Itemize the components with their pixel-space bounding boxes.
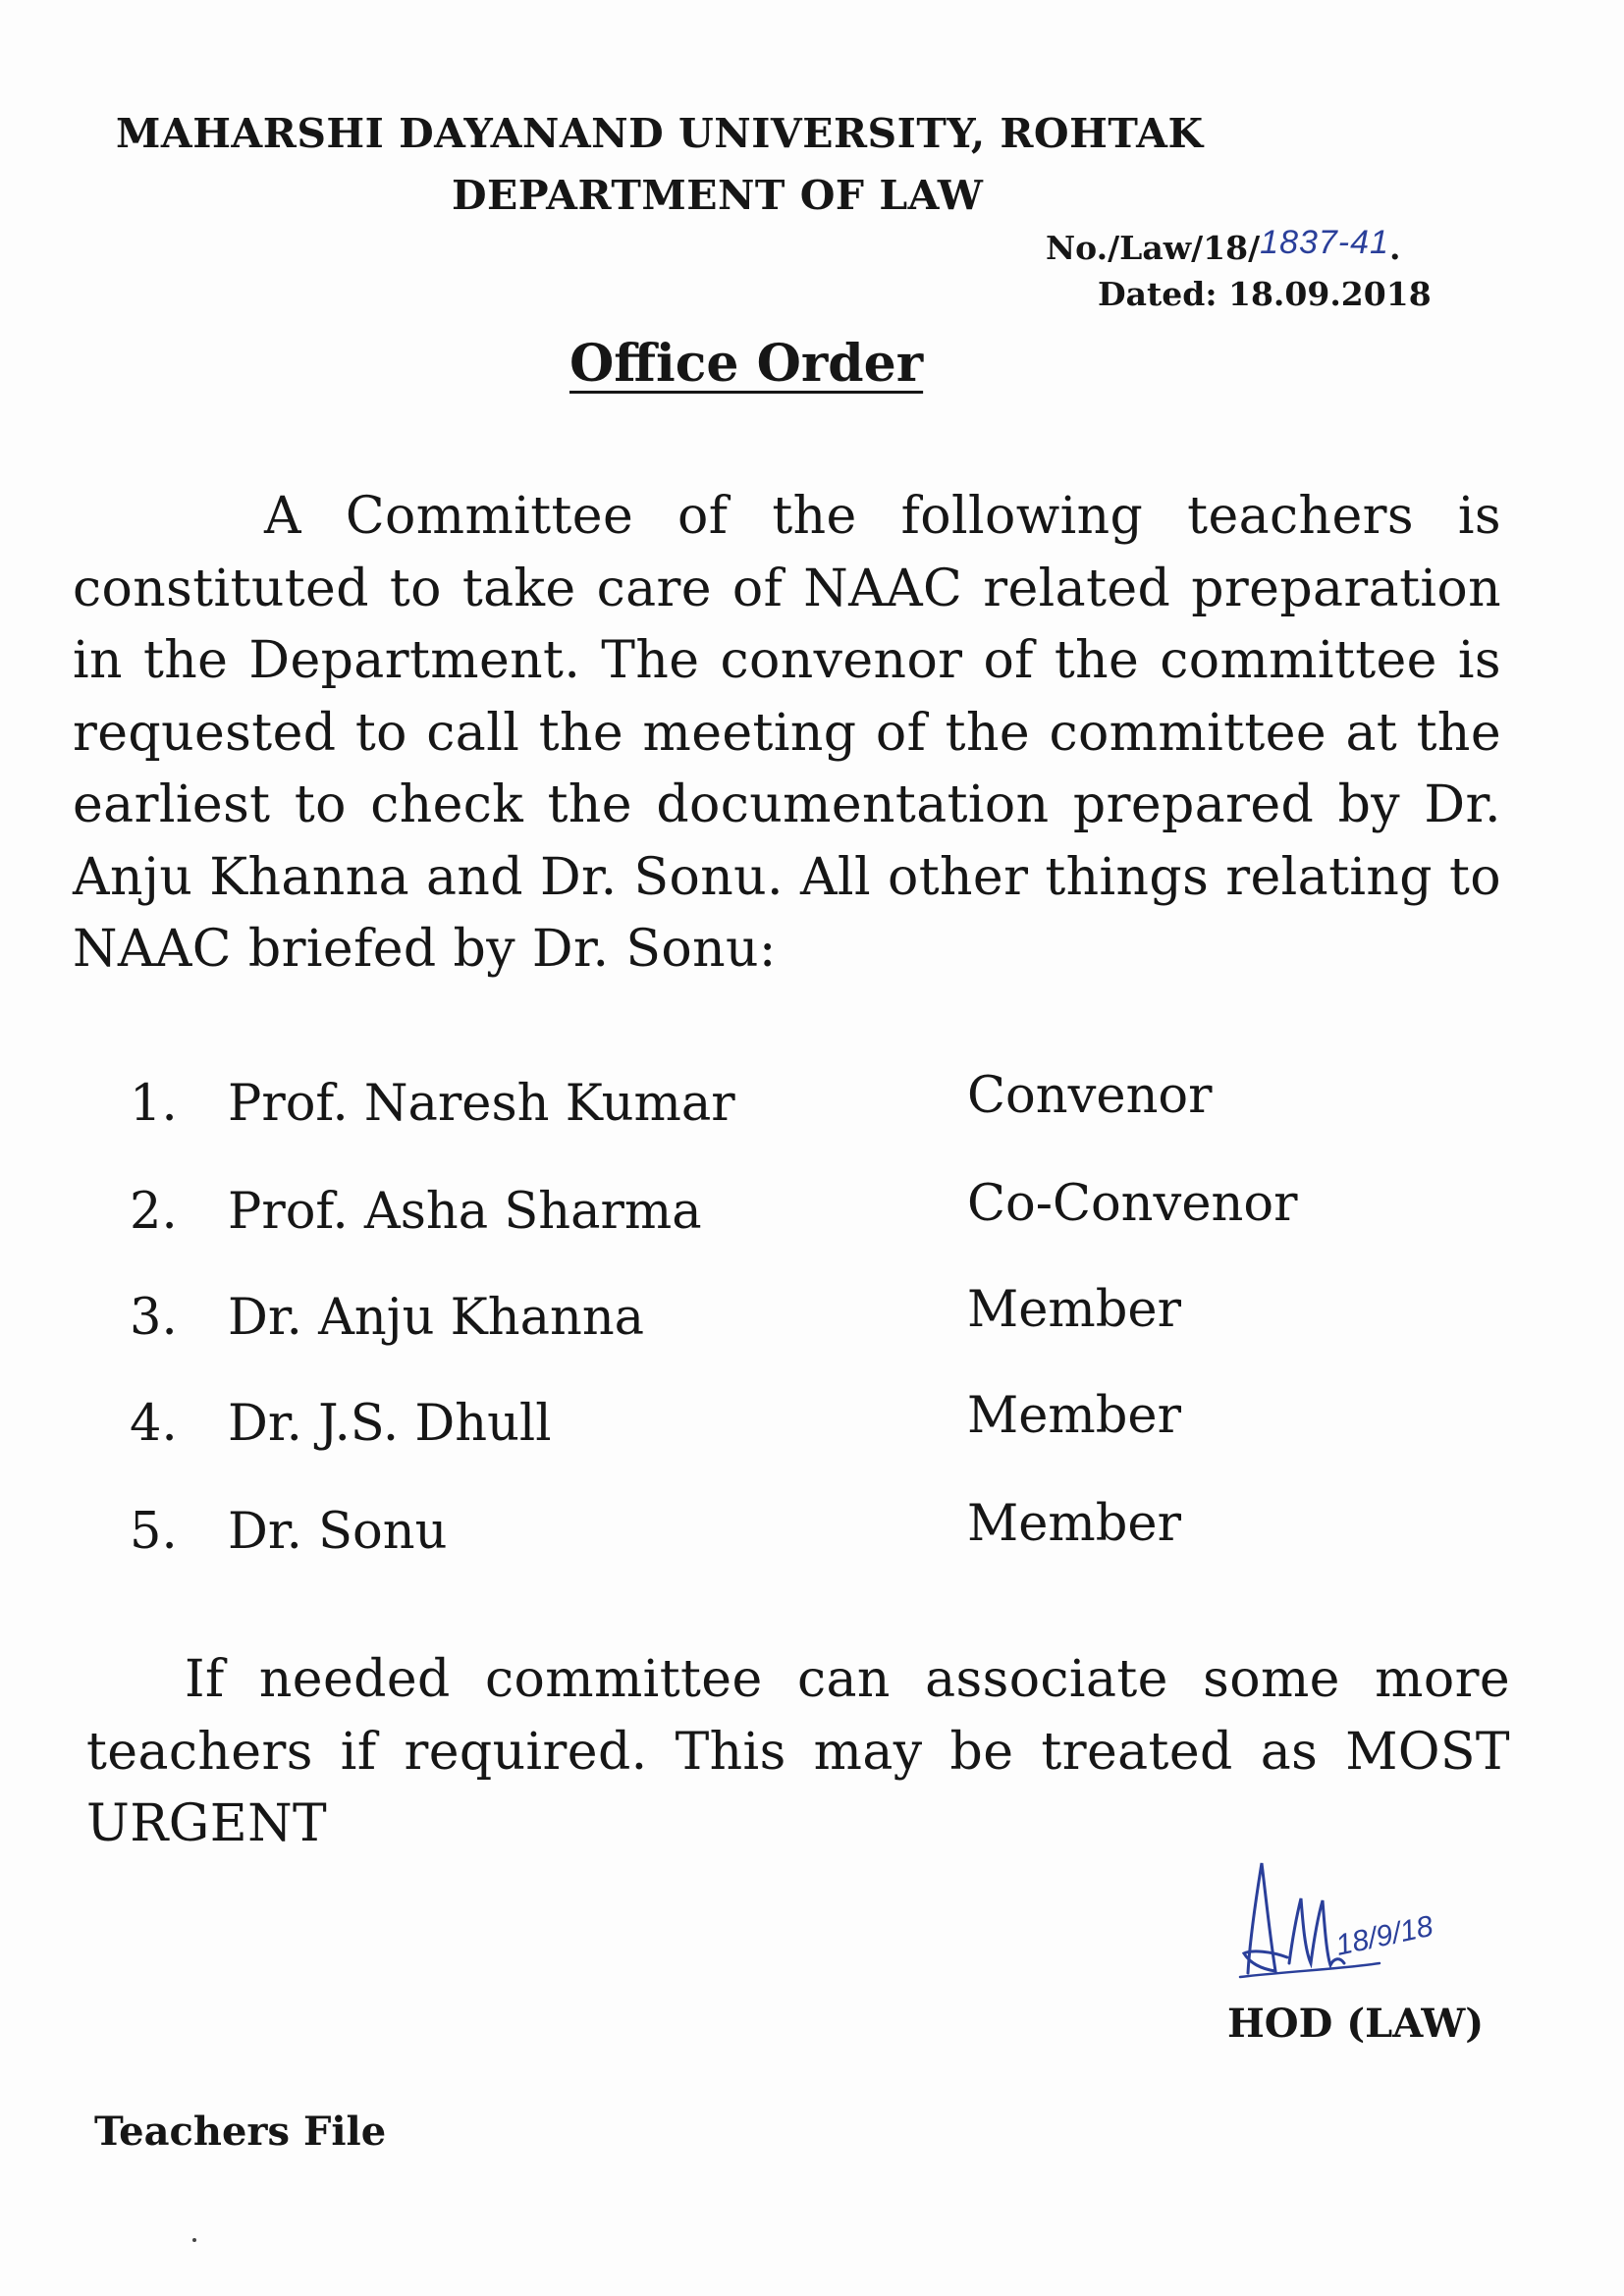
committee-row: [0, 1495, 1624, 1572]
signature-date: 18/9/18: [1332, 1909, 1436, 1962]
committee-number: 4.: [130, 1395, 178, 1453]
reference-suffix: .: [1388, 229, 1401, 267]
body-paragraph-1: A Committee of the following teachers is constituted to take care of NAAC related preparation in the Department. The convenor of the committee is requested to call the meeting of the committee at the earliest to check the documentation prepared by Dr. Anju Khanna and Dr. Sonu. All other things relating to NAAC briefed by Dr. Sonu:: [73, 487, 1501, 979]
committee-row: [0, 1387, 1624, 1464]
committee-role: Member: [967, 1495, 1181, 1553]
committee-role: Convenor: [967, 1067, 1213, 1125]
page-title: Office Order: [569, 334, 924, 394]
department-name: DEPARTMENT OF LAW: [452, 172, 984, 219]
hod-designation: HOD (LAW): [1227, 2001, 1485, 2047]
reference-prefix: No./Law/18/: [1046, 229, 1261, 267]
committee-name: Dr. Anju Khanna: [228, 1289, 645, 1347]
committee-name: Dr. Sonu: [228, 1503, 448, 1561]
committee-role: Co-Convenor: [967, 1175, 1298, 1233]
committee-name: Prof. Naresh Kumar: [228, 1075, 735, 1133]
committee-row: [0, 1281, 1624, 1358]
body-paragraph-2: If needed committee can associate some more teachers if required. This may be treated as MOST URGENT: [86, 1650, 1510, 1853]
dated-line: Dated: 18.09.2018: [1098, 275, 1432, 313]
hod-signature: [1232, 1855, 1468, 2002]
committee-role: Member: [967, 1387, 1181, 1445]
committee-number: 5.: [130, 1503, 178, 1561]
committee-number: 3.: [130, 1289, 178, 1347]
committee-row: [0, 1067, 1624, 1144]
committee-name: Prof. Asha Sharma: [228, 1183, 702, 1241]
paper-speck: [192, 2238, 196, 2242]
reference-number: [1046, 224, 1401, 268]
reference-handwritten: 1837-41: [1260, 224, 1389, 261]
copy-to-line: Teachers File: [94, 2109, 387, 2155]
committee-role: Member: [967, 1281, 1181, 1339]
committee-row: [0, 1175, 1624, 1252]
committee-name: Dr. J.S. Dhull: [228, 1395, 552, 1453]
committee-number: 1.: [130, 1075, 178, 1133]
committee-number: 2.: [130, 1183, 178, 1241]
university-name: MAHARSHI DAYANAND UNIVERSITY, ROHTAK: [116, 110, 1204, 157]
